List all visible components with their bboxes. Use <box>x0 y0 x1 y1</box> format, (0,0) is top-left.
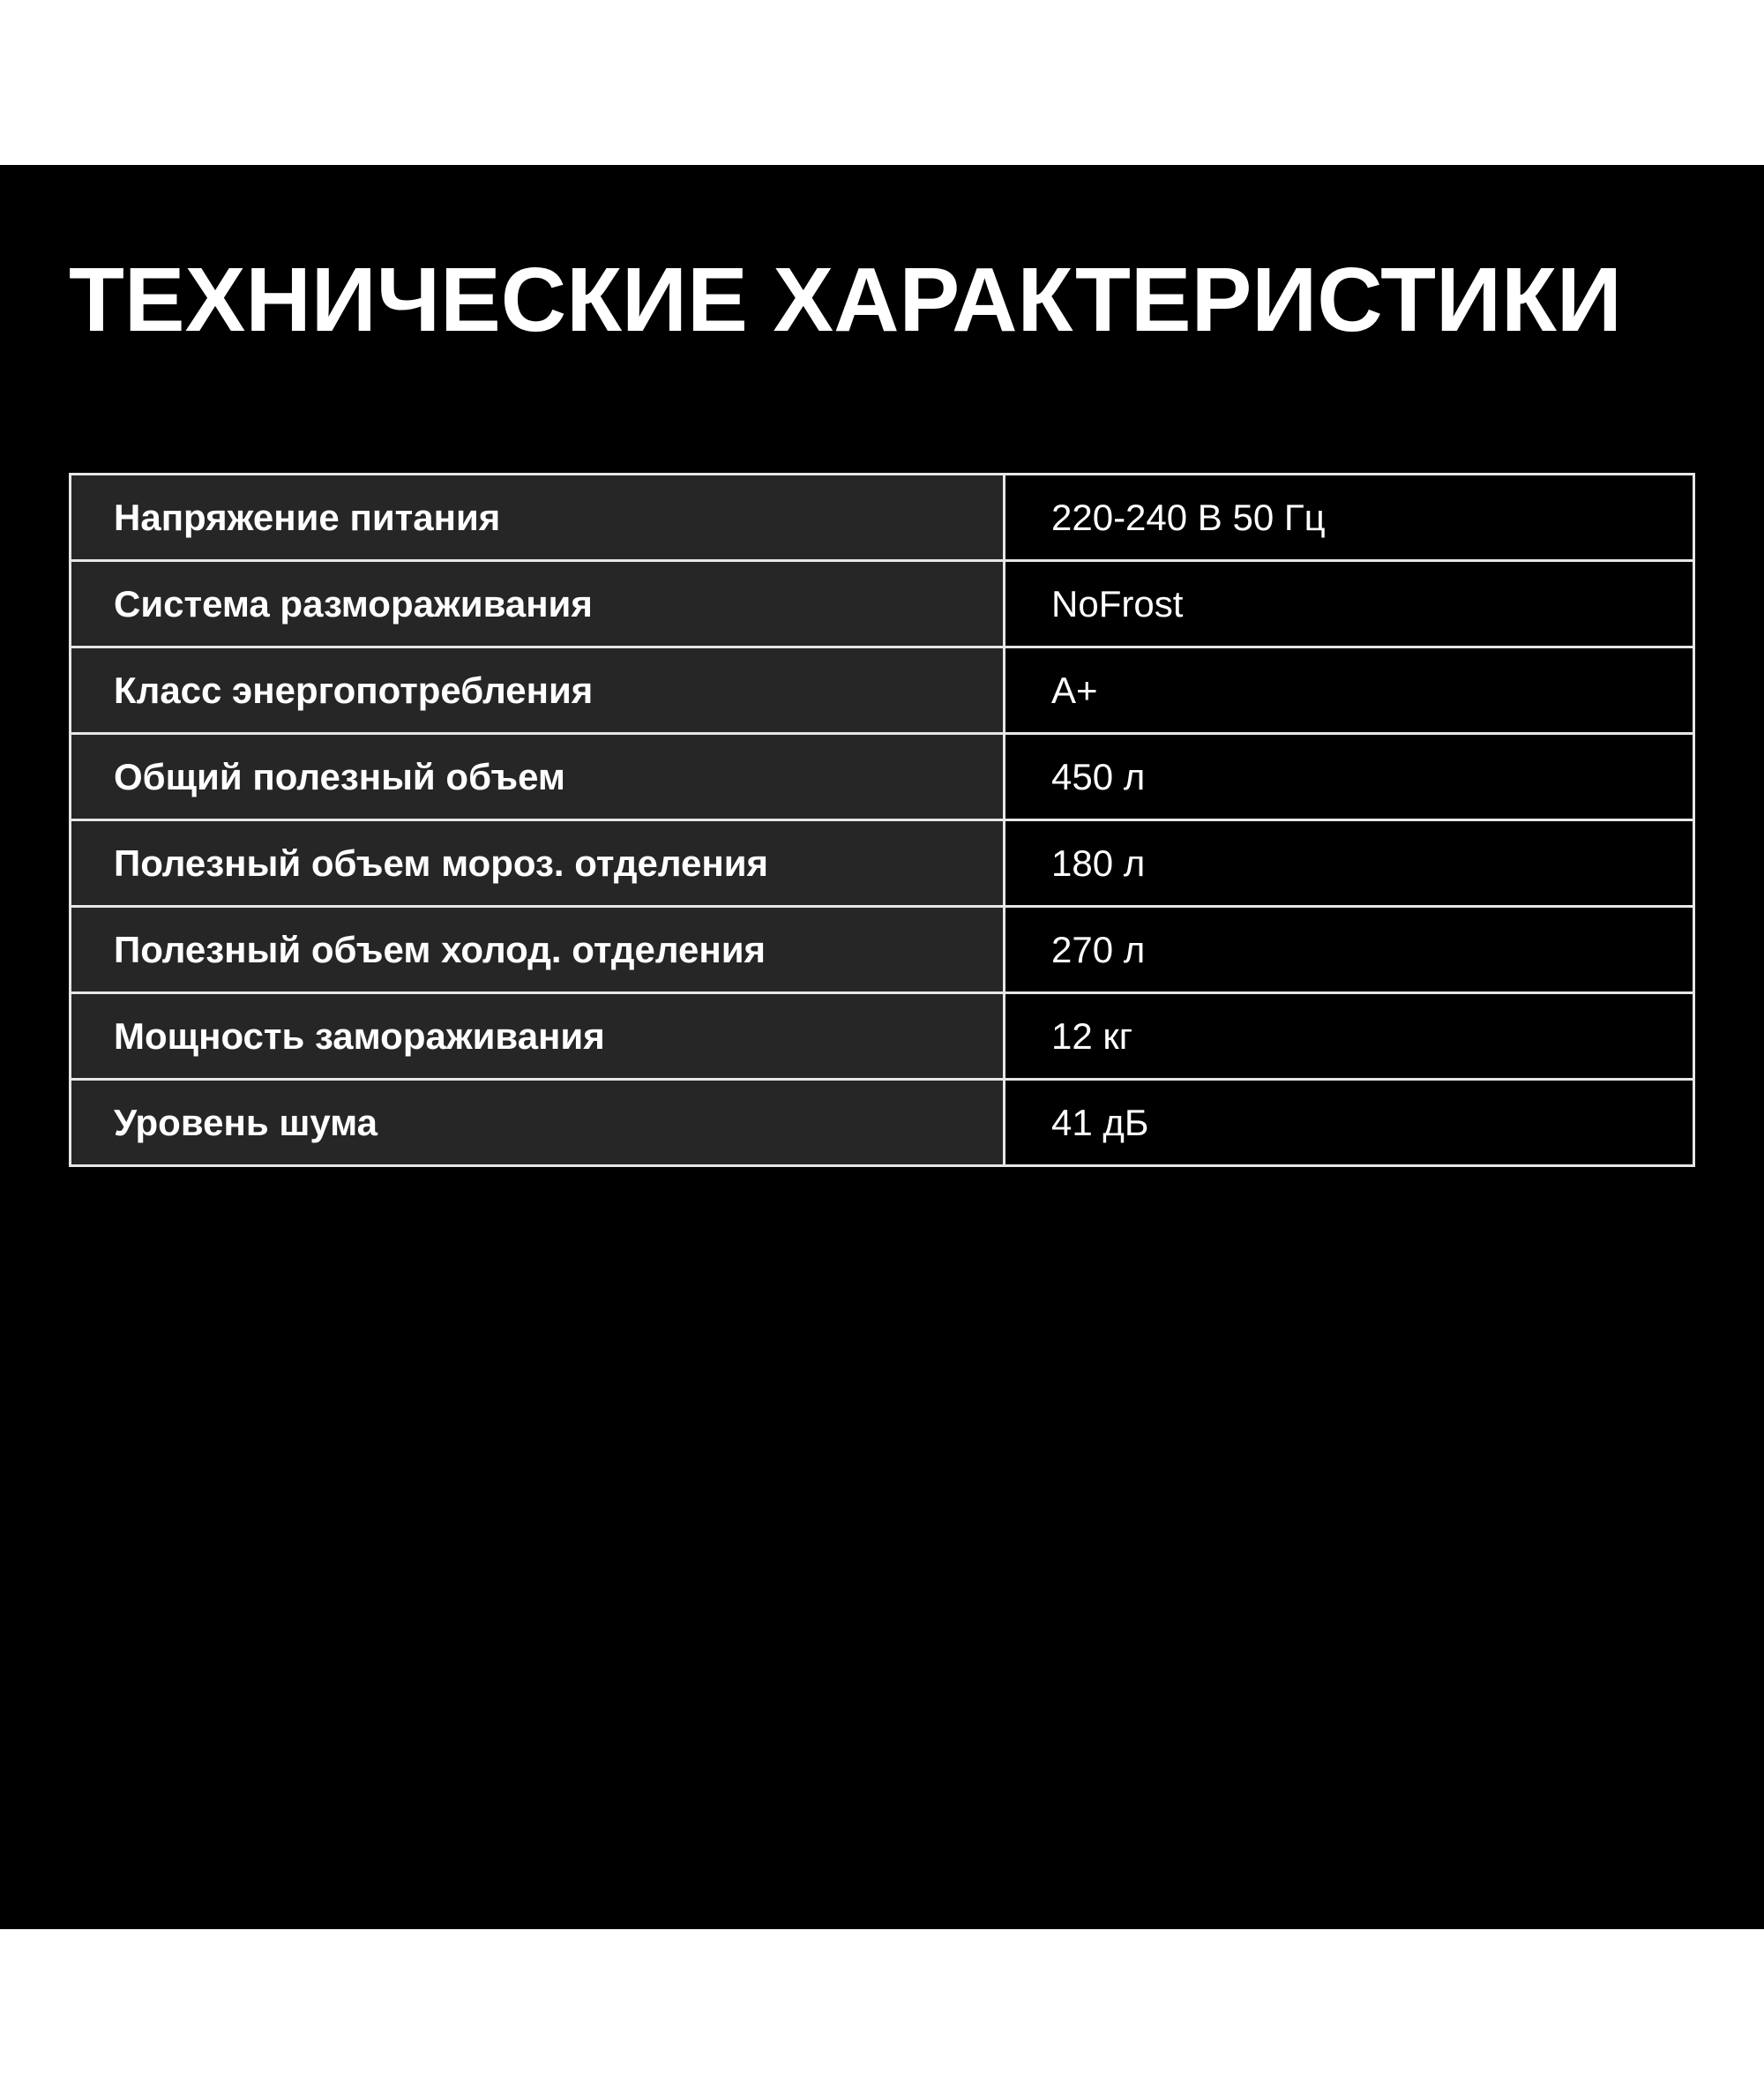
spec-value: A+ <box>1005 647 1694 734</box>
spec-label: Общий полезный объем <box>71 734 1005 820</box>
spec-label: Класс энергопотребления <box>71 647 1005 734</box>
table-row <box>71 907 1694 993</box>
spec-label: Уровень шума <box>71 1080 1005 1166</box>
table-row <box>71 561 1694 647</box>
spec-label: Полезный объем холод. отделения <box>71 907 1005 993</box>
table-row <box>71 993 1694 1080</box>
table-row <box>71 734 1694 820</box>
spec-value: 450 л <box>1005 734 1694 820</box>
spec-label: Система размораживания <box>71 561 1005 647</box>
spec-table <box>69 473 1695 1167</box>
spec-value: 180 л <box>1005 820 1694 907</box>
page-title: ТЕХНИЧЕСКИЕ ХАРАКТЕРИСТИКИ <box>69 249 1622 350</box>
table-row <box>71 647 1694 734</box>
table-row <box>71 820 1694 907</box>
spec-value: 270 л <box>1005 907 1694 993</box>
spec-label: Мощность замораживания <box>71 993 1005 1080</box>
table-row <box>71 1080 1694 1166</box>
table-row <box>71 475 1694 561</box>
spec-value: 41 дБ <box>1005 1080 1694 1166</box>
spec-value: 12 кг <box>1005 993 1694 1080</box>
spec-label: Напряжение питания <box>71 475 1005 561</box>
spec-value: 220-240 В 50 Гц <box>1005 475 1694 561</box>
spec-label: Полезный объем мороз. отделения <box>71 820 1005 907</box>
spec-value: NoFrost <box>1005 561 1694 647</box>
